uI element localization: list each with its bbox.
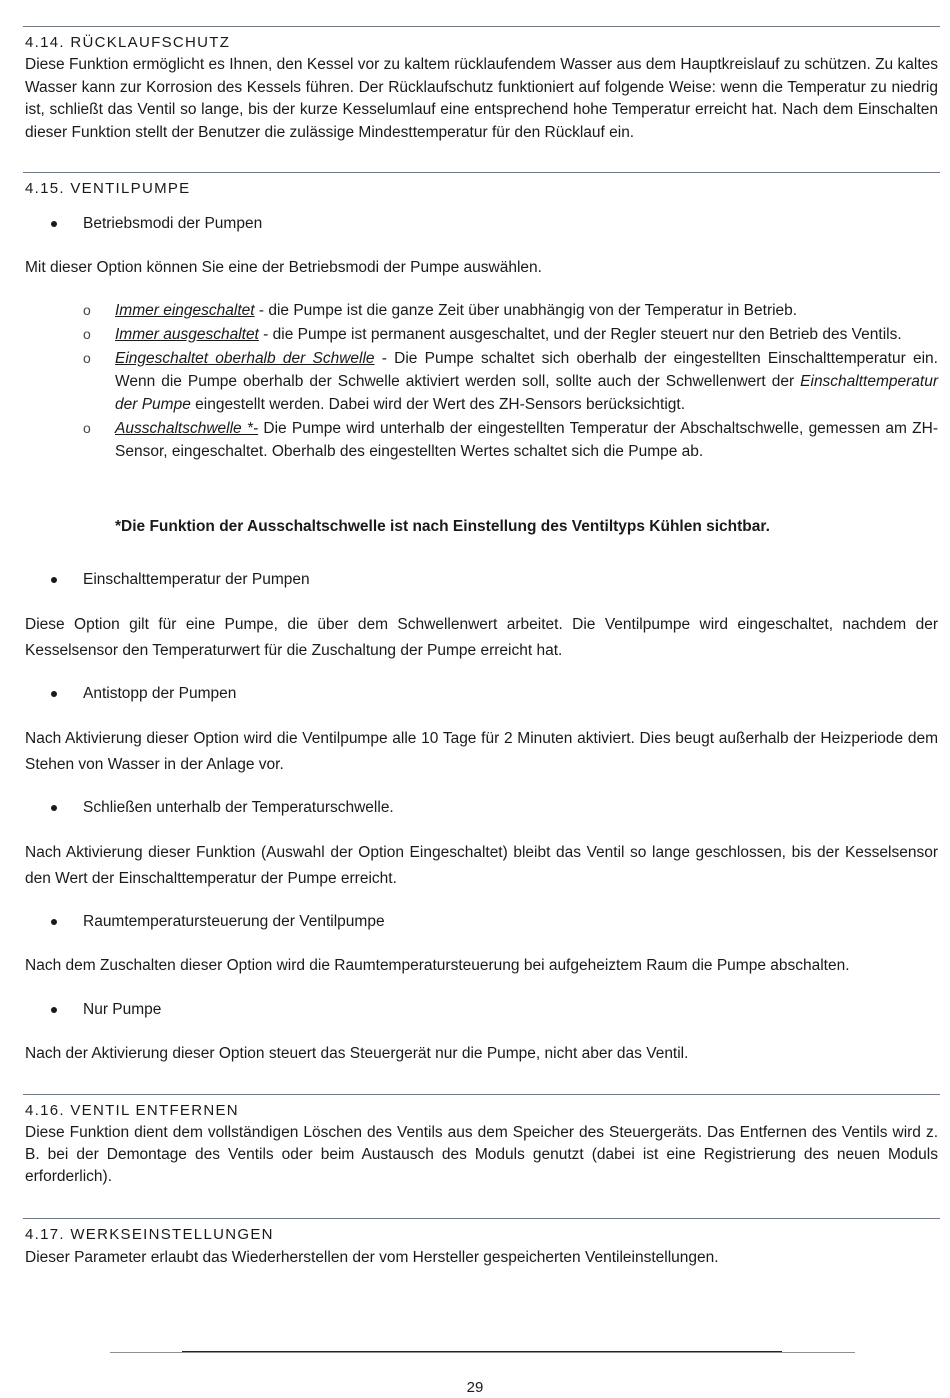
mode-list <box>25 299 938 463</box>
bullet-item <box>25 910 938 933</box>
section-heading: 4.15. VENTILPUMPE <box>25 180 191 197</box>
mode-item <box>25 417 938 463</box>
mode-term: Immer eingeschaltet <box>115 302 255 319</box>
section-paragraph: Diese Funktion dient dem vollständigen Löschen des Ventils aus dem Speicher des Steuergeräts. Das Entfernen des Ventils wird z. B. bei der Demontage des Ventils oder beim Austausch des Moduls genutzt (dabei ist eine Registrierung des neuen Moduls erforderlich). <box>25 1124 938 1185</box>
section-divider <box>23 1094 940 1095</box>
bullet-icon <box>51 577 57 583</box>
bullet-label: Betriebsmodi der Pumpen <box>83 215 263 232</box>
section-paragraph: Dieser Parameter erlaubt das Wiederherstellen der vom Hersteller gespeicherten Ventileinstellungen. <box>25 1249 719 1266</box>
paragraph-text: Nach der Aktivierung dieser Option steuert das Steuergerät nur die Pumpe, nicht aber das Ventil. <box>25 1045 689 1062</box>
mode-description: - die Pumpe ist die ganze Zeit über unabhängig von der Temperatur in Betrieb. <box>254 302 798 319</box>
bullet-icon <box>51 805 57 811</box>
circle-bullet-icon: o <box>83 420 91 436</box>
bullet-icon <box>51 1007 57 1013</box>
mode-item <box>25 347 938 416</box>
paragraph <box>25 954 938 977</box>
mode-description: - Die Pumpe schaltet sich oberhalb der eingestellten Einschalttemperatur ein. Wenn die Pumpe oberhalb der Schwelle aktiviert werden soll, sollte auch der Schwellenwert der <box>115 350 938 390</box>
bullet-icon <box>51 221 57 227</box>
bullet-icon <box>51 919 57 925</box>
paragraph-text: Nach Aktivierung dieser Option wird die Ventilpumpe alle 10 Tage für 2 Minuten aktiviert. Dies beugt außerhalb der Heizperiode dem Stehen von Wasser in der Anlage vor. <box>25 730 938 773</box>
section-4-16 <box>25 1094 938 1188</box>
section-divider <box>23 172 940 173</box>
paragraph <box>25 1042 938 1065</box>
bullet-item <box>25 998 938 1021</box>
paragraph <box>25 726 938 778</box>
circle-bullet-icon: o <box>83 302 91 318</box>
section-heading: 4.14. RÜCKLAUFSCHUTZ <box>25 34 231 51</box>
section-4-15 <box>25 172 938 200</box>
section-heading: 4.16. VENTIL ENTFERNEN <box>25 1102 239 1119</box>
mode-description: Die Pumpe wird unterhalb der eingestellten Temperatur der Abschaltschwelle, gemessen am ZH-Sensor, eingeschaltet. Oberhalb des eingestellten Wertes schaltet sich die Pumpe ab. <box>115 420 938 460</box>
mode-emphasis: Einschalttemperatur der Pumpe <box>115 373 938 413</box>
circle-bullet-icon: o <box>83 326 91 342</box>
paragraph-text: Nach dem Zuschalten dieser Option wird die Raumtemperatursteuerung bei aufgeheiztem Raum die Pumpe abschalten. <box>25 957 850 974</box>
page-number: 29 <box>466 1379 484 1396</box>
bullet-icon <box>51 691 57 697</box>
bullet-label: Antistopp der Pumpen <box>83 685 237 702</box>
paragraph-text: Nach Aktivierung dieser Funktion (Auswahl der Option Eingeschaltet) bleibt das Ventil so lange geschlossen, bis der Kesselsensor den Wert der Einschalttemperatur der Pumpe erreicht. <box>25 844 938 887</box>
footer-divider <box>110 1352 855 1353</box>
bullet-label: Einschalttemperatur der Pumpen <box>83 571 310 588</box>
bullet-item <box>25 568 938 591</box>
bullet-label: Raumtemperatursteuerung der Ventilpumpe <box>83 913 385 930</box>
bullet-item <box>25 796 938 819</box>
note <box>25 515 938 538</box>
bullet-item <box>25 212 938 235</box>
note-text: *Die Funktion der Ausschaltschwelle ist nach Einstellung des Ventiltyps Kühlen sichtbar. <box>115 518 770 535</box>
mode-term: Eingeschaltet oberhalb der Schwelle <box>115 350 375 367</box>
paragraph <box>25 612 938 664</box>
mode-description: eingestellt werden. Dabei wird der Wert des ZH-Sensors berücksichtigt. <box>190 396 686 413</box>
mode-item <box>25 299 938 322</box>
bullet-label: Nur Pumpe <box>83 1001 162 1018</box>
section-divider <box>23 1218 940 1219</box>
paragraph <box>25 840 938 892</box>
section-divider <box>23 26 940 27</box>
paragraph-text: Diese Option gilt für eine Pumpe, die über dem Schwellenwert arbeitet. Die Ventilpumpe wird eingeschaltet, nachdem der Kesselsensor den Temperaturwert für die Zuschaltung der Pumpe erreicht hat. <box>25 616 938 659</box>
paragraph <box>25 256 938 279</box>
bullet-label: Schließen unterhalb der Temperaturschwelle. <box>83 799 394 816</box>
paragraph-text: Mit dieser Option können Sie eine der Betriebsmodi der Pumpe auswählen. <box>25 259 542 276</box>
mode-term: Ausschaltschwelle *- <box>115 420 259 437</box>
footer-divider-dark <box>182 1351 782 1352</box>
bullet-item <box>25 682 938 705</box>
mode-term: Immer ausgeschaltet <box>115 326 259 343</box>
section-4-14 <box>25 26 938 144</box>
section-paragraph: Diese Funktion ermöglicht es Ihnen, den Kessel vor zu kaltem rücklaufendem Wasser aus dem Hauptkreislauf zu schützen. Zu kaltes Wasser kann zur Korrosion des Kessels führen. Der Rücklaufschutz funktioniert auf folgende Weise: wenn die Temperatur zu niedrig ist, schließt das Ventil so lange, bis der kurze Kesselumlauf eine entsprechend hohe Temperatur erreicht hat. Nach dem Einschalten dieser Funktion stellt der Benutzer die zulässige Mindesttemperatur für den Rücklauf ein. <box>25 56 938 141</box>
circle-bullet-icon: o <box>83 350 91 366</box>
section-4-17 <box>25 1218 938 1269</box>
section-heading: 4.17. WERKSEINSTELLUNGEN <box>25 1226 274 1243</box>
mode-description: - die Pumpe ist permanent ausgeschaltet, und der Regler steuert nur den Betrieb des Ventils. <box>258 326 902 343</box>
mode-item <box>25 323 938 346</box>
